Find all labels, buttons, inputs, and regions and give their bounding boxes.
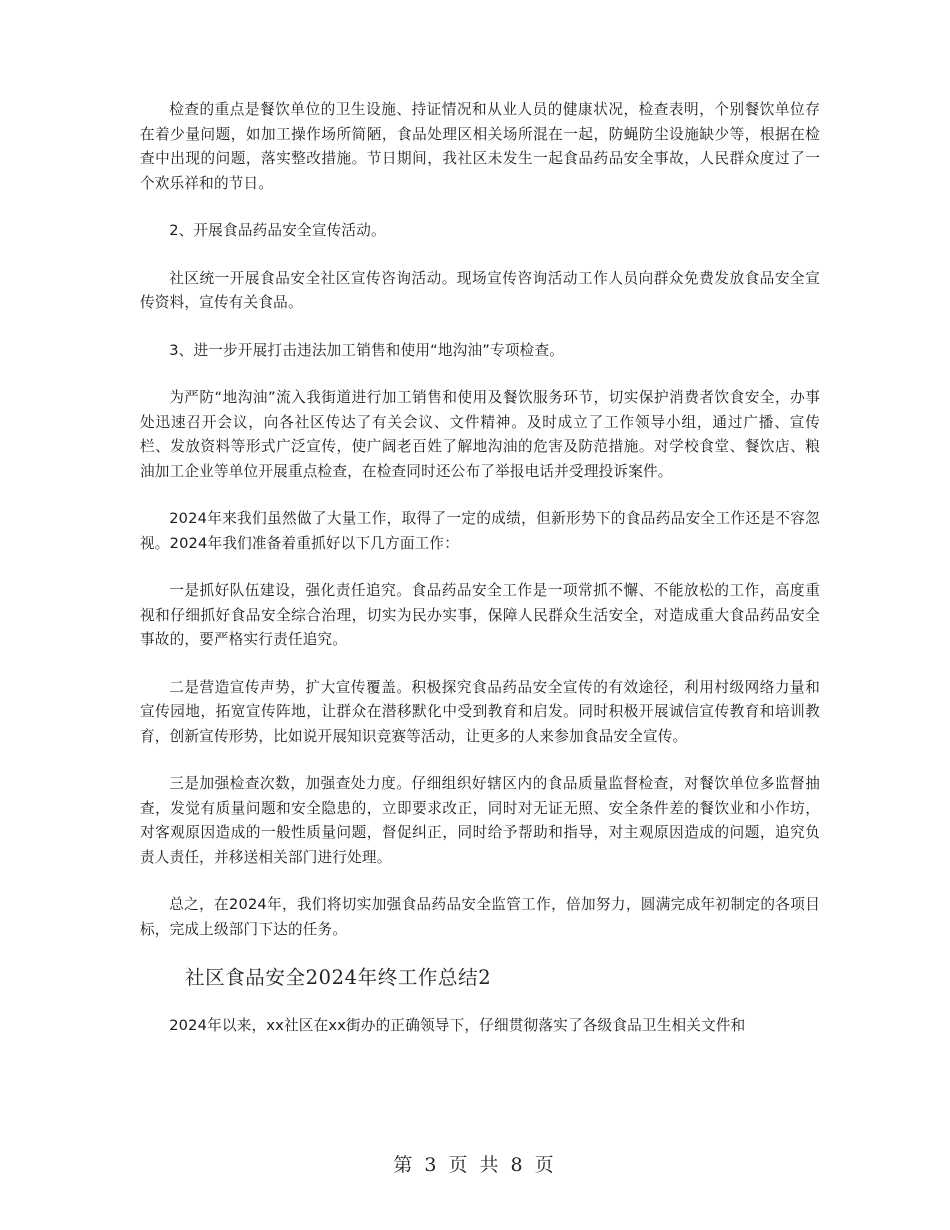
paragraph-inspection-focus: 检查的重点是餐饮单位的卫生设施、持证情况和从业人员的健康状况，检查表明，个别餐饮单位存在着少量问题，如加工操作场所简陋，食品处理区相关场所混在一起，防蝇防尘设施缺少等，根据在检查中出现的问题，落实整改措施。节日期间，我社区未发生一起食品药品安全事故，人民群众度过了一个欢乐祥和的节日。 — [140, 101, 820, 192]
document-body — [140, 98, 820, 1062]
paragraph-conclusion: 总之，在2024年，我们将切实加强食品药品安全监管工作，倍加努力，圆满完成年初制定的各项目标，完成上级部门下达的任务。 — [140, 896, 820, 938]
paragraph-future-work: 2024年来我们虽然做了大量工作，取得了一定的成绩，但新形势下的食品药品安全工作还是不容忽视。2024年我们准备着重抓好以下几方面工作： — [140, 510, 820, 552]
paragraph-section2-intro: 2024年以来，xx社区在xx街办的正确领导下，仔细贯彻落实了各级食品卫生相关文件和 — [169, 1017, 746, 1034]
page-number-footer: 第 3 页 共 8 页 — [393, 1154, 557, 1176]
section-item-3: 3、进一步开展打击违法加工销售和使用“地沟油”专项检查。 — [169, 341, 565, 359]
section-item-2: 2、开展食品药品安全宣传活动。 — [169, 222, 386, 239]
paragraph-publicity-coverage: 二是营造宣传声势，扩大宣传覆盖。积极探究食品药品安全宣传的有效途径，利用村级网络力量和宣传园地，拓宽宣传阵地，让群众在潜移默化中受到教育和启发。同时积极开展诚信宣传教育和培训教育，创新宣传形势，比如说开展知识竞赛等活动，让更多的人来参加食品安全宣传。 — [140, 678, 820, 745]
paragraph-publicity-activity: 社区统一开展食品安全社区宣传咨询活动。现场宣传咨询活动工作人员向群众免费发放食品安全宣传资料，宣传有关食品。 — [140, 269, 820, 311]
paragraph-inspection-strength: 三是加强检查次数，加强查处力度。仔细组织好辖区内的食品质量监督检查，对餐饮单位多监督抽查，发觉有质量问题和安全隐患的，立即要求改正，同时对无证无照、安全条件差的餐饮业和小作坊，对客观原因造成的一般性质量问题，督促纠正，同时给予帮助和指导，对主观原因造成的问题，追究负责人责任，并移送相关部门进行处理。 — [140, 775, 820, 866]
section-heading: 社区食品安全2024年终工作总结2 — [185, 966, 492, 989]
paragraph-team-building: 一是抓好队伍建设，强化责任追究。食品药品安全工作是一项常抓不懈、不能放松的工作，高度重视和仔细抓好食品安全综合治理，切实为民办实事，保障人民群众生活安全，对造成重大食品药品安全事故的，要严格实行责任追究。 — [140, 582, 820, 648]
paragraph-gutter-oil: 为严防“地沟油”流入我街道进行加工销售和使用及餐饮服务环节，切实保护消费者饮食安全，办事处迅速召开会议，向各社区传达了有关会议、文件精神。及时成立了工作领导小组，通过广播、宣传栏、发放资料等形式广泛宣传，使广阔老百姓了解地沟油的危害及防范措施。对学校食堂、餐饮店、粮油加工企业等单位开展重点检查，在检查同时还公布了举报电话并受理投诉案件。 — [140, 389, 820, 480]
